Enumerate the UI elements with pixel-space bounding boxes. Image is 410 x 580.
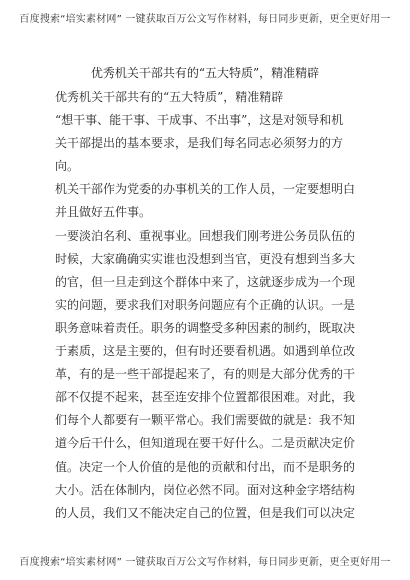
paragraph: “想干事、能干事、干成事、不出事”，这是对领导和机关干部提出的基本要求，是我们每名同志必须努力的方向。 <box>55 113 344 174</box>
footer-banner: 百度搜索“培实素材网” 一键获取百万公文写作材料，每日同步更新，更全更好用一 <box>19 557 391 568</box>
document-title: 优秀机关干部共有的“五大特质”，精准精辟 <box>90 66 320 80</box>
paragraph: 一要淡泊名利、重视事业。回想我们刚考进公务员队伍的时候，大家确确实实谁也没想到当官，更没有想到当多大的官，但一旦走到这个群体中来了，这就逐步成为一个现实的问题，要求我们对职务问题应有个正确的认识。一是职务意味着责任。职务的调整受多种因素的制约，既取决于素质，这是主要的，但有时还要看机遇。如遇到单位改革，有的是一些干部提起来了，有的则是大部分优秀的干部不仅提不起来，甚至连安排个位置都很困难。对此，我们每个人都要有一颗平常心。我们需要做的就是：我不知道今后干什么，但知道现在要干好什么。二是贡献决定价值。决定一个人价值的是他的贡献和付出，而不是职务的大小。活在体制内，岗位必然不同。面对这种金字塔结构的人员，我们又不能决定自己的位置，但是我们可以决定 <box>55 228 356 520</box>
header-banner: 百度搜索“培实素材网” 一键获取百万公文写作材料，每日同步更新，更全更好用一 <box>19 14 391 25</box>
paragraph: 机关干部作为党委的办事机关的工作人员，一定要想明白并且做好五件事。 <box>55 182 356 220</box>
paragraph-subtitle: 优秀机关干部共有的“五大特质”，精准精辟 <box>55 90 284 104</box>
document-body <box>55 86 355 525</box>
